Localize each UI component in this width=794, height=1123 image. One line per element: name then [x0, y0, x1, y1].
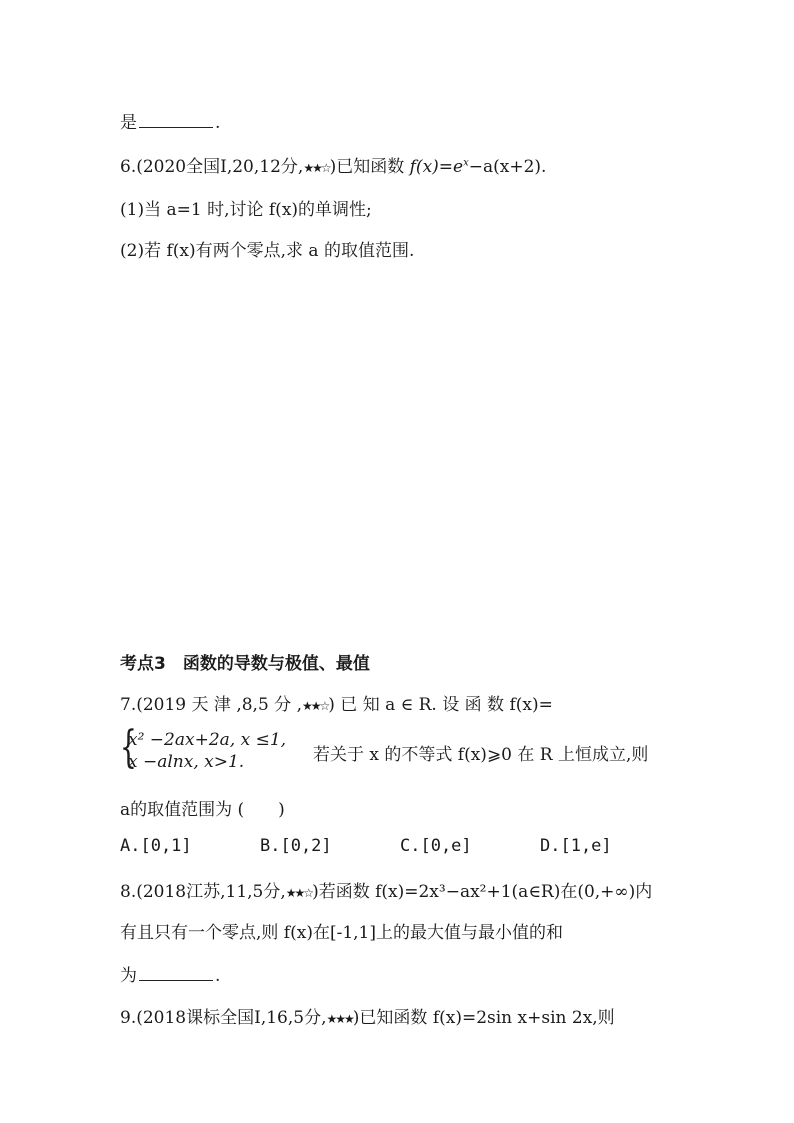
answer-blank[interactable] [139, 966, 213, 981]
question-7-ask: a的取值范围为 ( ) [120, 800, 285, 820]
piecewise-case-2: x −alnx, x>1. [128, 752, 245, 772]
prev-answer-line: 是 . [120, 113, 221, 133]
piecewise-case-1: x² −2ax+2a, x ≤1, [128, 730, 287, 750]
difficulty-stars-icon: ★★☆ [303, 161, 330, 175]
question-6-part-1: (1)当 a=1 时,讨论 f(x)的单调性; [120, 200, 372, 220]
piecewise-brace: { [120, 722, 137, 773]
difficulty-stars-icon: ★★☆ [301, 699, 329, 713]
question-7: 7.(2019 天 津 ,8,5 分 ,★★☆) 已 知 a ∈ R. 设 函 数 f(x)= [120, 695, 553, 715]
question-6: 6.(2020全国Ⅰ,20,12分,★★☆)已知函数 $f(x)=e^x-a(x+2)$. [120, 157, 547, 177]
option-b[interactable]: B.[0,2] [260, 836, 332, 856]
question-8-line-3: 为 . [120, 966, 221, 986]
difficulty-stars-icon: ★★★ [326, 1012, 353, 1026]
option-d[interactable]: D.[1,e] [540, 836, 612, 856]
answer-blank[interactable] [139, 113, 213, 128]
section-heading: 考点3 函数的导数与极值、最值 [120, 654, 370, 674]
option-c[interactable]: C.[0,e] [400, 836, 472, 856]
question-8: 8.(2018江苏,11,5分,★★☆)若函数 f(x)=2x³−ax²+1(a∈R)在(0,+∞)内 [120, 882, 653, 902]
difficulty-stars-icon: ★★☆ [285, 886, 313, 900]
option-a[interactable]: A.[0,1] [120, 836, 192, 856]
question-6-part-2: (2)若 f(x)有两个零点,求 a 的取值范围. [120, 241, 415, 261]
question-7-condition: 若关于 x 的不等式 f(x)⩾0 在 R 上恒成立,则 [313, 745, 649, 765]
question-8-line-2: 有且只有一个零点,则 f(x)在[-1,1]上的最大值与最小值的和 [120, 923, 563, 943]
question-9: 9.(2018课标全国Ⅰ,16,5分,★★★)已知函数 f(x)=2sin x+sin 2x,则 [120, 1008, 615, 1028]
